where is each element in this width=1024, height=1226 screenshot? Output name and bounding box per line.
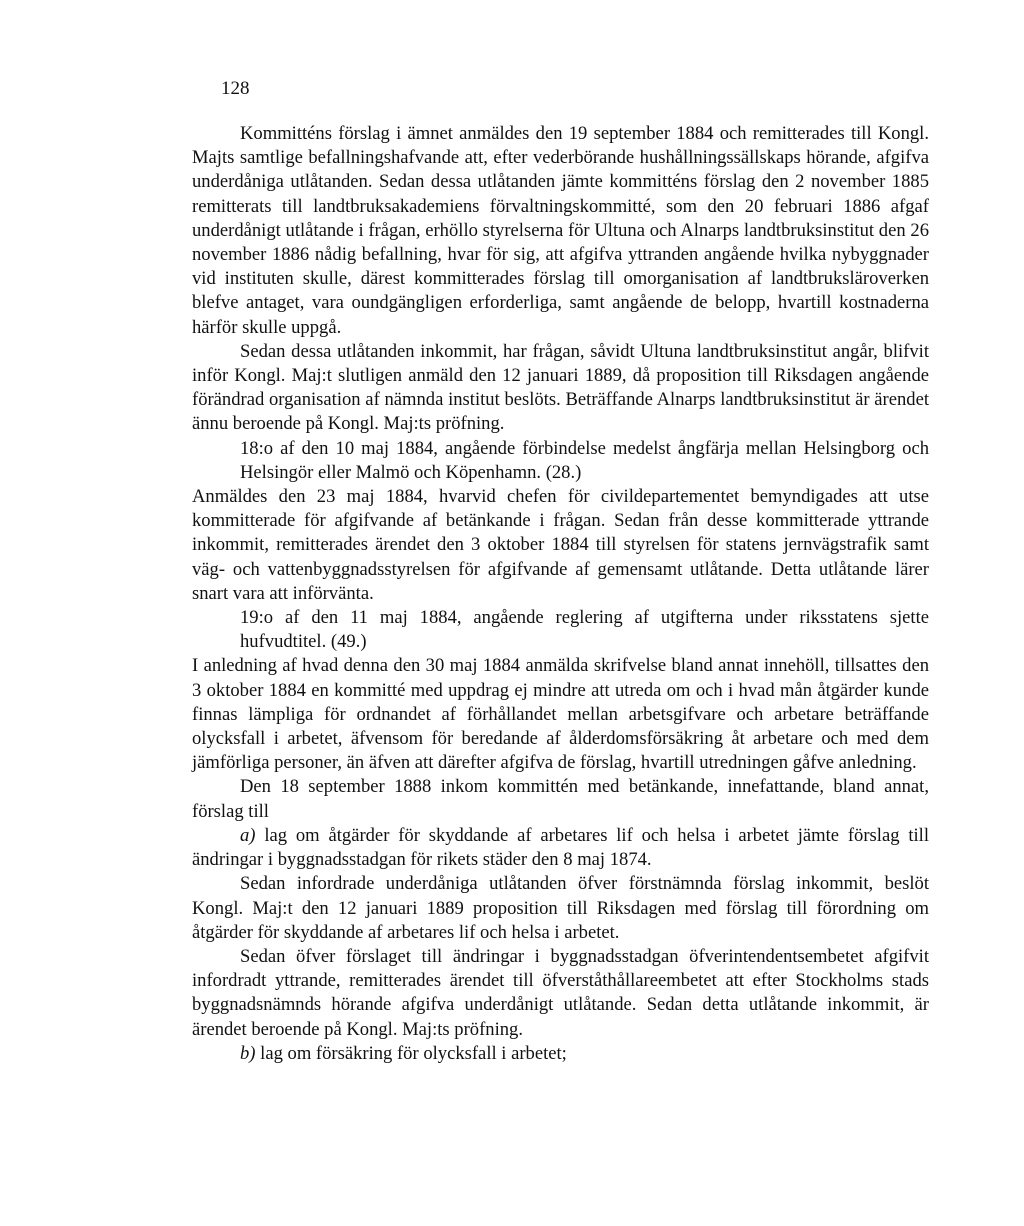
list-text-a: lag om åtgärder för skyddande af arbetares lif och helsa i arbetet jämte förslag till ändringar i byggnadsstadgan för rikets städer den 8 maj 1874. (192, 824, 929, 871)
page-number: 128 (221, 78, 250, 99)
list-text-b: lag om försäkring för olycksfall i arbetet; (260, 1042, 567, 1064)
paragraph-ferry-connection: Anmäldes den 23 maj 1884, hvarvid chefen för civildepartementet bemyndigades att utse kommitterade för afgifvande af betänkande i frågan. Sedan från desse kommitterade yttrande inkommit, remitterades ärendet den 3 oktober 1884 till styrelsen för statens jernvägstrafik samt väg- och vattenbyggnadsstyrelsen för afgifvande af gemensamt utlåtande. Detta utlåtande lärer snart vara att införvänta. (192, 486, 929, 604)
body-text (192, 122, 929, 1066)
list-letter-b: b) (240, 1042, 256, 1064)
paragraph-item-a (192, 824, 929, 872)
paragraph-workers-committee: I anledning af hvad denna den 30 maj 1884 anmälda skrifvelse bland annat innehöll, tillsattes den 3 oktober 1884 en kommitté med uppdrag ej mindre att utreda om och i hvad mån åtgärder kunde finnas lämpliga för ordnandet af förhållandet mellan arbetsgifvare och arbetare beträffande olycksfall i arbetet, äfvensom för beredande af ålderdomsförsäkring åt arbetare och med dem jämförliga personer, än äfven att därefter afgifva de förslag, hvartill utredningen gåfve anledning. (192, 655, 929, 774)
paragraph-committee-proposal: Kommitténs förslag i ämnet anmäldes den 19 september 1884 och remitterades till Kongl. Majts samtlige befallningshafvande att, efter vederbörande hushållningssällskaps hörande, afgifva underdåniga utlåtanden. Sedan dessa utlåtanden jämte kommitténs förslag den 2 november 1885 remitterats till landtbruksakademiens förvaltningskommitté, som den 20 februari 1886 afgaf underdånigt utlåtande i frågan, erhöllo styrelserna för Ultuna och Alnarps landtbruksinstitut den 26 november 1886 nådig befallning, hvar för sig, att afgifva yttranden angående hvilka nybyggnader vid instituten skulle, därest kommitterades förslag till omorganisation af landtbruksläroverken blefve antaget, vara oundgängligen erforderliga, samt angående de belopp, hvartill kostnaderna härför skulle uppgå. (192, 123, 929, 338)
paragraph-report-1888: Den 18 september 1888 inkom kommittén med betänkande, innefattande, bland annat, förslag till (192, 776, 929, 822)
paragraph-item-19: 19:o af den 11 maj 1884, angående reglering af utgifterna under riksstatens sjette hufvudtitel. (49.) (240, 607, 929, 653)
paragraph-item-b (192, 1042, 929, 1066)
list-letter-a: a) (240, 824, 256, 846)
paragraph-item-18: 18:o af den 10 maj 1884, angående förbindelse medelst ångfärja mellan Helsingborg och Helsingör eller Malmö och Köpenhamn. (28.) (240, 437, 929, 483)
paragraph-ultuna-statements: Sedan dessa utlåtanden inkommit, har frågan, såvidt Ultuna landtbruksinstitut angår, blifvit inför Kongl. Maj:t slutligen anmäld den 12 januari 1889, då proposition till Riksdagen angående förändrad organisation af nämnda institut beslöts. Beträffande Alnarps landtbruksinstitut är ärendet ännu beroende på Kongl. Maj:ts pröfning. (192, 340, 929, 435)
paragraph-proposition-1889: Sedan infordrade underdåniga utlåtanden öfver förstnämnda förslag inkommit, beslöt Kongl. Maj:t den 12 januari 1889 proposition till Riksdagen med förslag till förordning om åtgärder för skyddande af arbetares lif och helsa i arbetet. (192, 873, 929, 943)
paragraph-building-code: Sedan öfver förslaget till ändringar i byggnadsstadgan öfverintendentsembetet afgifvit infordradt yttrande, remitterades ärendet till öfverståthållareembetet att efter Stockholms stads byggnadsnämnds hörande afgifva underdånigt utlåtande. Sedan detta utlåtande inkommit, är ärendet beroende på Kongl. Maj:ts pröfning. (192, 945, 929, 1040)
